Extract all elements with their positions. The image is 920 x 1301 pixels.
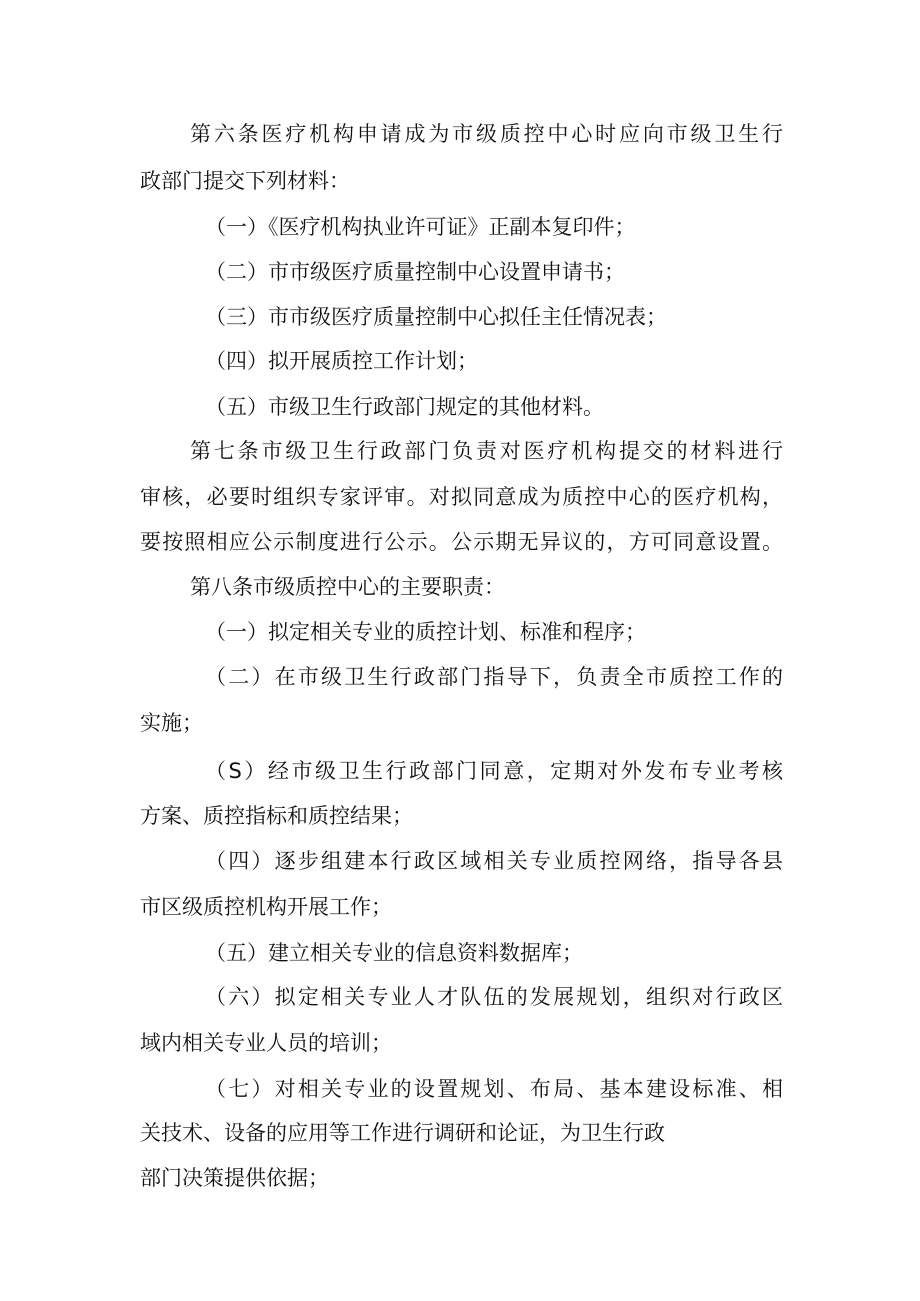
text-line: 审核，必要时组织专家评审。对拟同意成为质控中心的医疗机构，: [140, 485, 783, 509]
text-line: （六）拟定相关专业人才队伍的发展规划，组织对行政区: [205, 985, 783, 1009]
text-line: （四）逐步组建本行政区域相关专业质控网络，指导各县: [205, 849, 783, 873]
text-line: （二）市市级医疗质量控制中心设置申请书；: [205, 260, 625, 284]
text-line: （五）建立相关专业的信息资料数据库；: [205, 941, 583, 965]
text-line: （三）市市级医疗质量控制中心拟任主任情况表；: [205, 305, 667, 329]
text-line: 第八条市级质控中心的主要职责：: [190, 575, 505, 599]
text-line: 第七条市级卫生行政部门负责对医疗机构提交的材料进行: [190, 439, 783, 463]
text-line: 域内相关专业人员的培训；: [140, 1031, 392, 1055]
text-line: （S）经市级卫生行政部门同意，定期对外发布专业考核: [205, 759, 783, 783]
text-line: 市区级质控机构开展工作；: [140, 895, 392, 919]
text-line: 政部门提交下列材料：: [140, 169, 350, 193]
text-line: （二）在市级卫生行政部门指导下，负责全市质控工作的: [205, 665, 783, 689]
text-line: （七）对相关专业的设置规划、布局、基本建设标准、相: [205, 1077, 783, 1101]
text-line: 方案、质控指标和质控结果；: [140, 804, 413, 828]
text-line: 要按照相应公示制度进行公示。公示期无异议的，方可同意设置。: [140, 530, 783, 554]
text-line: 实施；: [140, 711, 203, 735]
text-line: （一）拟定相关专业的质控计划、标准和程序；: [205, 620, 646, 644]
text-line: 部门决策提供依据；: [140, 1166, 329, 1190]
text-line: （一）《医疗机构执业许可证》正副本复印件；: [205, 215, 636, 239]
text-line: （四）拟开展质控工作计划；: [205, 349, 478, 373]
text-line: 第六条医疗机构申请成为市级质控中心时应向市级卫生行: [190, 122, 783, 146]
text-line: （五）市级卫生行政部门规定的其他材料。: [205, 395, 604, 419]
text-line: 关技术、设备的应用等工作进行调研和论证，为卫生行政: [140, 1121, 665, 1145]
